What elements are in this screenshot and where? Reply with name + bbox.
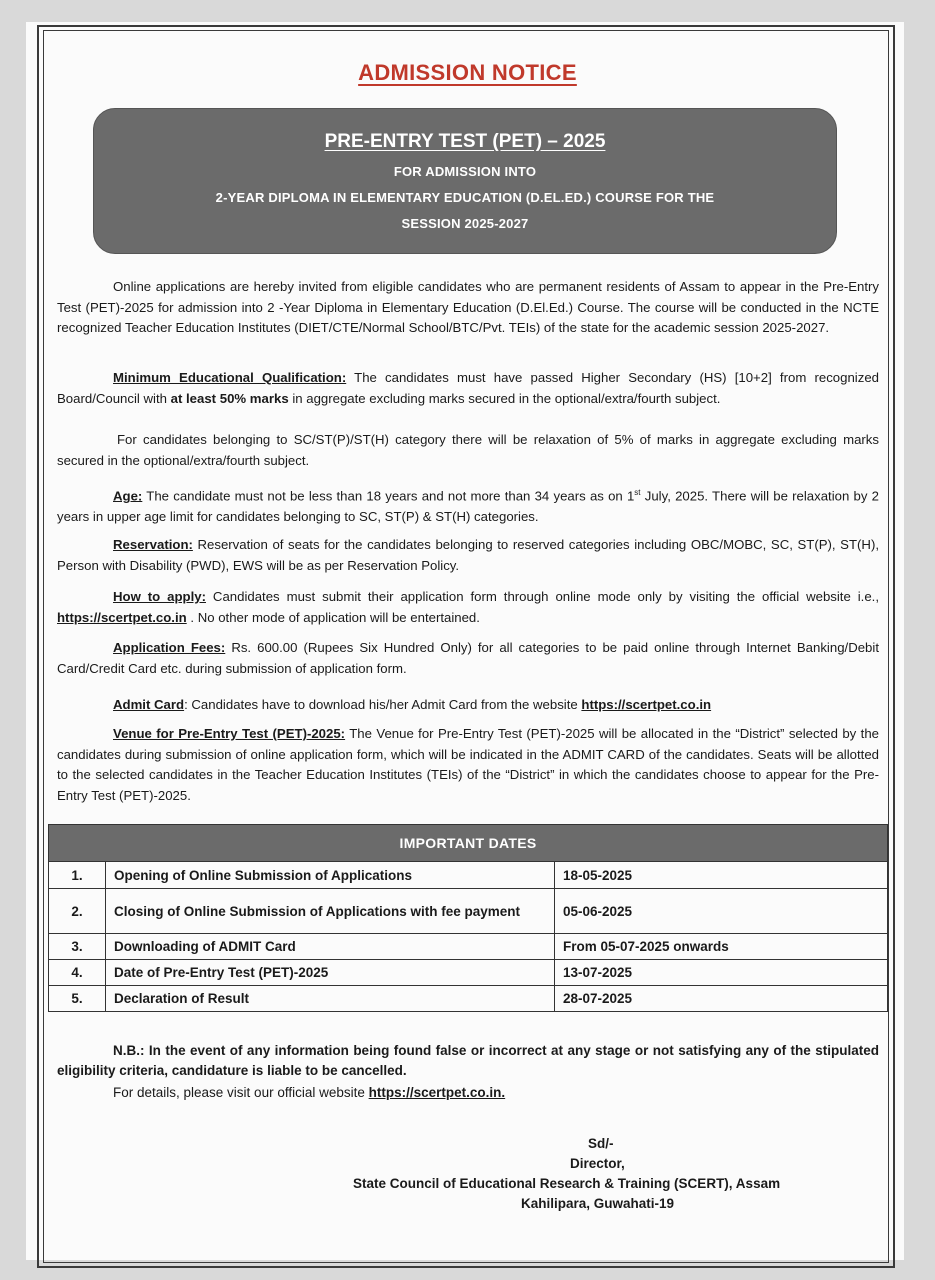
row-date: From 05-07-2025 onwards bbox=[555, 934, 888, 960]
qualification-text-1: The candidates must have passed Higher Secondary (HS) [10+2] from recognized Board/Council with bbox=[57, 370, 879, 406]
qualification-label: Minimum Educational Qualification: bbox=[113, 370, 347, 385]
age-label: Age: bbox=[113, 488, 143, 504]
apply-website-link[interactable]: https://scertpet.co.in bbox=[57, 609, 187, 625]
details-line bbox=[113, 1085, 505, 1100]
table-row bbox=[49, 889, 888, 934]
admit-card-text: : Candidates have to download his/her Admit Card from the website bbox=[184, 697, 582, 712]
age-text-2: July, 2025. There will be relaxation by 2 years in upper age limit for candidates belonging to SC, ST(P) & ST(H) categories. bbox=[57, 488, 879, 524]
signature-block bbox=[350, 1134, 870, 1214]
reservation-paragraph bbox=[57, 535, 879, 576]
row-number: 1. bbox=[49, 862, 106, 889]
row-event: Downloading of ADMIT Card bbox=[106, 934, 555, 960]
row-number: 2. bbox=[49, 889, 106, 934]
age-paragraph bbox=[57, 483, 879, 527]
signature-address: Kahilipara, Guwahati-19 bbox=[521, 1196, 675, 1211]
details-text: For details, please visit our official website bbox=[113, 1085, 369, 1100]
row-event: Date of Pre-Entry Test (PET)-2025 bbox=[106, 960, 555, 986]
table-row bbox=[49, 986, 888, 1012]
admit-website-link[interactable]: https://scertpet.co.in bbox=[581, 697, 712, 712]
details-website-link[interactable]: https://scertpet.co.in. bbox=[368, 1085, 506, 1100]
admit-card-label: Admit Card bbox=[113, 697, 185, 712]
how-to-apply-paragraph bbox=[57, 587, 879, 628]
banner-title: PRE-ENTRY TEST (PET) – 2025 bbox=[324, 131, 606, 152]
row-number: 3. bbox=[49, 934, 106, 960]
reservation-text: Reservation of seats for the candidates belonging to reserved categories including OBC/MOBC, SC, ST(P), ST(H), Person with Disability (PWD), EWS will be as per Reservation Policy. bbox=[57, 537, 879, 573]
row-number: 4. bbox=[49, 960, 106, 986]
reservation-label: Reservation: bbox=[113, 537, 193, 552]
table-row bbox=[49, 862, 888, 889]
fees-label: Application Fees: bbox=[113, 640, 226, 655]
how-to-apply-label: How to apply: bbox=[113, 589, 206, 604]
important-dates-header: IMPORTANT DATES bbox=[49, 825, 888, 862]
admit-card-paragraph bbox=[57, 695, 879, 716]
row-date: 18-05-2025 bbox=[555, 862, 888, 889]
banner-line-1: FOR ADMISSION INTO bbox=[393, 164, 537, 179]
age-text-1: The candidate must not be less than 18 years and not more than 34 years as on 1 bbox=[142, 488, 635, 504]
intro-paragraph: Online applications are hereby invited from eligible candidates who are permanent residents of Assam to appear in the Pre-Entry Test (PET)-2025 for admission into 2 -Year Diploma in Elementary Education (D.El.Ed.) Course. The course will be conducted in the NCTE recognized Teacher Education Institutes (DIET/CTE/Normal School/BTC/Pvt. TEIs) of the state for the academic session 2025-2027. bbox=[57, 279, 879, 335]
pet-banner bbox=[93, 108, 837, 254]
row-event: Closing of Online Submission of Applications with fee payment bbox=[106, 889, 555, 934]
venue-label: Venue for Pre-Entry Test (PET)-2025: bbox=[113, 726, 346, 741]
row-event: Declaration of Result bbox=[106, 986, 555, 1012]
row-date: 05-06-2025 bbox=[555, 889, 888, 934]
banner-line-3: SESSION 2025-2027 bbox=[401, 216, 529, 231]
qualification-bold: at least 50% marks bbox=[170, 390, 289, 406]
venue-paragraph bbox=[57, 724, 879, 806]
signature-sd: Sd/- bbox=[588, 1136, 614, 1151]
important-dates-table bbox=[48, 824, 888, 1012]
table-row bbox=[49, 960, 888, 986]
row-number: 5. bbox=[49, 986, 106, 1012]
banner-line-2: 2-YEAR DIPLOMA IN ELEMENTARY EDUCATION (D.EL.ED.) COURSE FOR THE bbox=[215, 190, 715, 205]
signature-office: State Council of Educational Research & Training (SCERT), Assam bbox=[353, 1176, 781, 1191]
row-date: 28-07-2025 bbox=[555, 986, 888, 1012]
row-event: Opening of Online Submission of Applications bbox=[106, 862, 555, 889]
table-row bbox=[49, 934, 888, 960]
qualification-text-2: in aggregate excluding marks secured in the optional/extra/fourth subject. bbox=[288, 390, 721, 406]
fees-text: Rs. 600.00 (Rupees Six Hundred Only) for all categories to be paid online through Internet Banking/Debit Card/Credit Card etc. during submission of application form. bbox=[57, 640, 879, 676]
signature-designation: Director, bbox=[570, 1156, 625, 1171]
how-to-apply-text-2: . No other mode of application will be entertained. bbox=[186, 609, 480, 625]
age-sup: st bbox=[634, 488, 641, 497]
nb-note: N.B.: In the event of any information being found false or incorrect at any stage or not satisfying any of the stipulated eligibility criteria, candidature is liable to be cancelled. bbox=[57, 1043, 879, 1078]
relaxation-paragraph: For candidates belonging to SC/ST(P)/ST(H) category there will be relaxation of 5% of marks in aggregate excluding marks secured in the optional/extra/fourth subject. bbox=[57, 432, 879, 468]
how-to-apply-text-1: Candidates must submit their application form through online mode only by visiting the official website i.e., bbox=[206, 589, 879, 604]
venue-text: The Venue for Pre-Entry Test (PET)-2025 will be allocated in the “District” selected by the candidates during submission of online application form, which will be indicated in the ADMIT CARD of the candidates. Seats will be allotted to the selected candidates in the Teacher Education Institutes (TEIs) of the “District” in which the candidates choose to appear for the Pre-Entry Test (PET)-2025. bbox=[57, 726, 880, 803]
notice-title: ADMISSION NOTICE bbox=[358, 60, 577, 85]
row-date: 13-07-2025 bbox=[555, 960, 888, 986]
qualification-paragraph bbox=[57, 368, 879, 409]
fees-paragraph bbox=[57, 638, 879, 679]
